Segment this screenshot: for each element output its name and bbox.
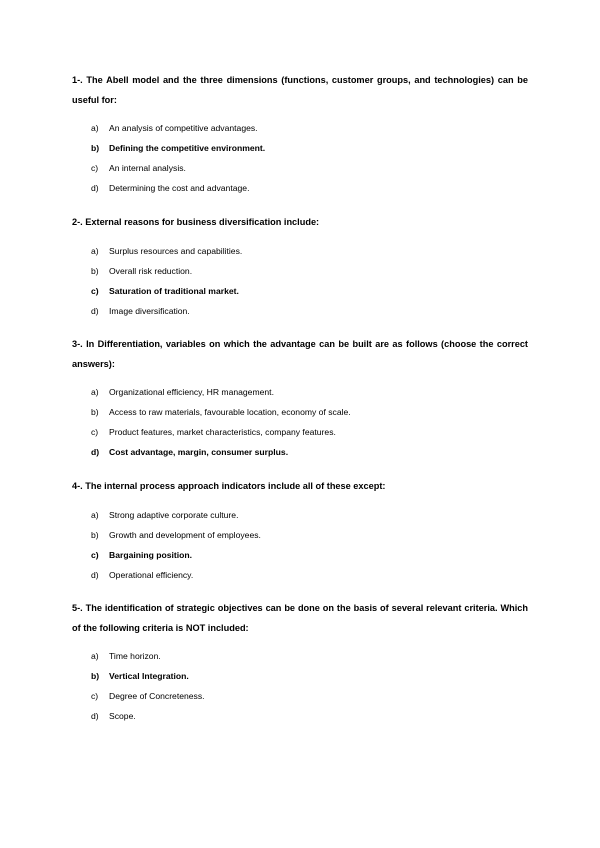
option-c: [72, 422, 528, 442]
option-letter: a): [91, 387, 99, 397]
option-d: [72, 565, 528, 585]
option-letter: c): [91, 427, 99, 437]
question-1: [72, 70, 528, 198]
option-b: [72, 525, 528, 545]
option-c: [72, 158, 528, 178]
option-list: [72, 505, 528, 585]
question-4: [72, 476, 528, 585]
option-d: [72, 442, 528, 462]
option-b: [72, 402, 528, 422]
option-text: Scope.: [109, 711, 136, 721]
option-text: Saturation of traditional market.: [109, 286, 239, 296]
option-text: Time horizon.: [109, 651, 161, 661]
option-letter: b): [91, 266, 99, 276]
question-text: 4-. The internal process approach indicators include all of these except:: [72, 481, 386, 491]
option-text: An internal analysis.: [109, 163, 186, 173]
option-letter: d): [91, 306, 99, 316]
option-b: [72, 261, 528, 281]
option-text: Degree of Concreteness.: [109, 691, 205, 701]
option-letter: d): [91, 447, 100, 457]
option-text: Surplus resources and capabilities.: [109, 246, 243, 256]
question-text: 2-. External reasons for business diversification include:: [72, 217, 320, 227]
option-d: [72, 706, 528, 726]
option-b: [72, 138, 528, 158]
option-text: Access to raw materials, favourable location, economy of scale.: [109, 407, 351, 417]
question-2: [72, 212, 528, 321]
option-list: [72, 382, 528, 462]
question-5: [72, 598, 528, 726]
option-letter: d): [91, 711, 99, 721]
option-letter: c): [91, 163, 99, 173]
option-text: Product features, market characteristics, company features.: [109, 427, 336, 437]
option-text: Overall risk reduction.: [109, 266, 193, 276]
option-a: [72, 118, 528, 138]
option-letter: a): [91, 510, 99, 520]
option-text: Determining the cost and advantage.: [109, 183, 250, 193]
option-text: Cost advantage, margin, consumer surplus.: [109, 447, 289, 457]
option-text: Strong adaptive corporate culture.: [109, 510, 239, 520]
option-letter: b): [91, 143, 100, 153]
option-letter: d): [91, 570, 99, 580]
option-list: [72, 118, 528, 198]
option-a: [72, 382, 528, 402]
option-letter: b): [91, 407, 99, 417]
option-text: An analysis of competitive advantages.: [109, 123, 258, 133]
option-text: Bargaining position.: [109, 550, 193, 560]
option-letter: a): [91, 651, 99, 661]
option-text: Operational efficiency.: [109, 570, 194, 580]
option-list: [72, 241, 528, 321]
option-letter: a): [91, 246, 99, 256]
option-c: [72, 686, 528, 706]
option-letter: c): [91, 286, 99, 296]
option-a: [72, 646, 528, 666]
option-letter: d): [91, 183, 99, 193]
question-text: 1-. The Abell model and the three dimensions (functions, customer groups, and technologies) can be useful for:: [72, 75, 528, 105]
option-text: Defining the competitive environment.: [109, 143, 266, 153]
option-d: [72, 178, 528, 198]
option-d: [72, 301, 528, 321]
option-letter: a): [91, 123, 99, 133]
option-letter: c): [91, 691, 99, 701]
option-text: Image diversification.: [109, 306, 190, 316]
option-list: [72, 646, 528, 726]
option-a: [72, 241, 528, 261]
question-text: 5-. The identification of strategic objectives can be done on the basis of several relevant criteria. Which of the following criteria is NOT included:: [72, 603, 528, 633]
option-text: Organizational efficiency, HR management.: [109, 387, 274, 397]
option-text: Growth and development of employees.: [109, 530, 261, 540]
option-c: [72, 545, 528, 565]
option-letter: b): [91, 530, 99, 540]
option-letter: b): [91, 671, 100, 681]
question-3: [72, 334, 528, 462]
option-c: [72, 281, 528, 301]
option-b: [72, 666, 528, 686]
option-a: [72, 505, 528, 525]
option-letter: c): [91, 550, 99, 560]
question-text: 3-. In Differentiation, variables on which the advantage can be built are as follows (choose the correct answers):: [72, 339, 528, 369]
option-text: Vertical Integration.: [109, 671, 189, 681]
